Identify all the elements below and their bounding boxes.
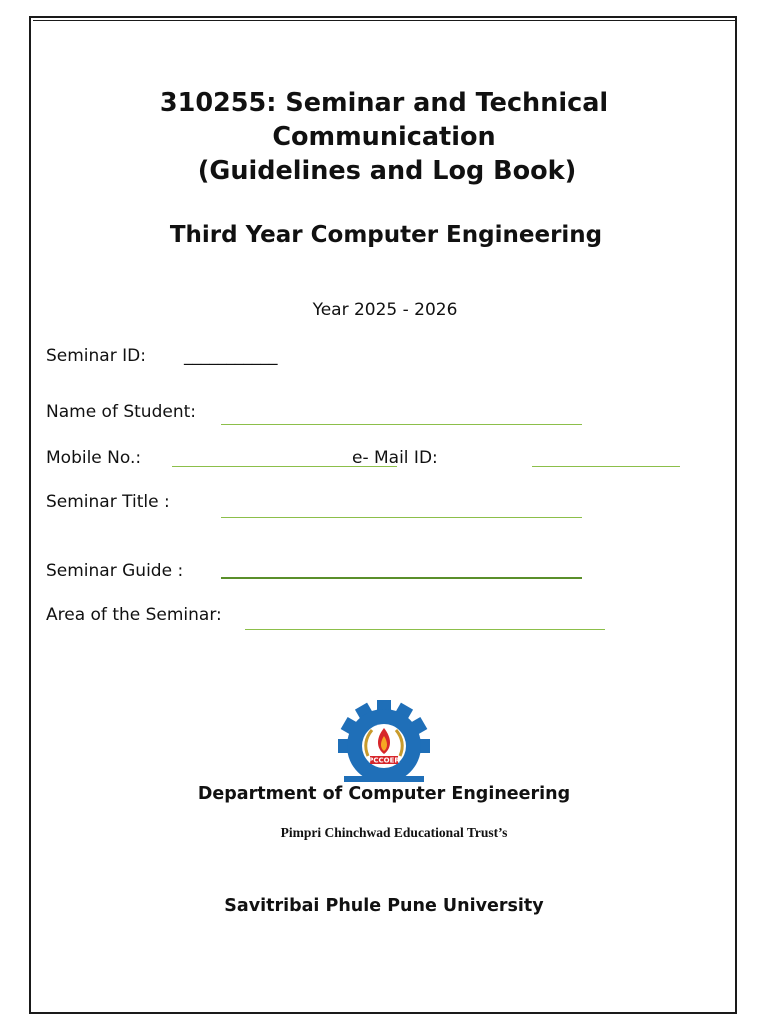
seminar-guide-field[interactable]	[221, 577, 582, 579]
seminar-id-label: Seminar ID:	[46, 346, 146, 366]
seminar-id-blank[interactable]: ___________	[184, 346, 278, 366]
mobile-label: Mobile No.:	[46, 448, 142, 468]
logo-text: PCCOER	[368, 756, 400, 765]
university-name: Savitribai Phule Pune University	[224, 896, 544, 916]
pccoer-gear-logo-icon	[322, 700, 446, 782]
student-name-label: Name of Student:	[46, 402, 196, 422]
title-line-3: (Guidelines and Log Book)	[197, 156, 577, 186]
seminar-guide-label: Seminar Guide :	[46, 561, 184, 581]
seminar-title-label: Seminar Title :	[46, 492, 170, 512]
document-title	[0, 86, 768, 188]
email-field[interactable]	[532, 466, 680, 467]
trust-name: Pimpri Chinchwad Educational Trust’s	[280, 825, 508, 840]
seminar-title-field[interactable]	[221, 517, 582, 518]
document-subtitle: Third Year Computer Engineering	[169, 222, 603, 248]
department-name: Department of Computer Engineering	[197, 784, 571, 804]
title-line-1: 310255: Seminar and Technical	[159, 88, 609, 118]
email-label: e- Mail ID:	[352, 448, 438, 468]
student-name-field[interactable]	[221, 424, 582, 425]
academic-year: Year 2025 - 2026	[312, 300, 458, 320]
seminar-area-label: Area of the Seminar:	[46, 605, 222, 625]
seminar-area-field[interactable]	[245, 629, 605, 630]
title-line-2: Communication	[272, 122, 496, 152]
